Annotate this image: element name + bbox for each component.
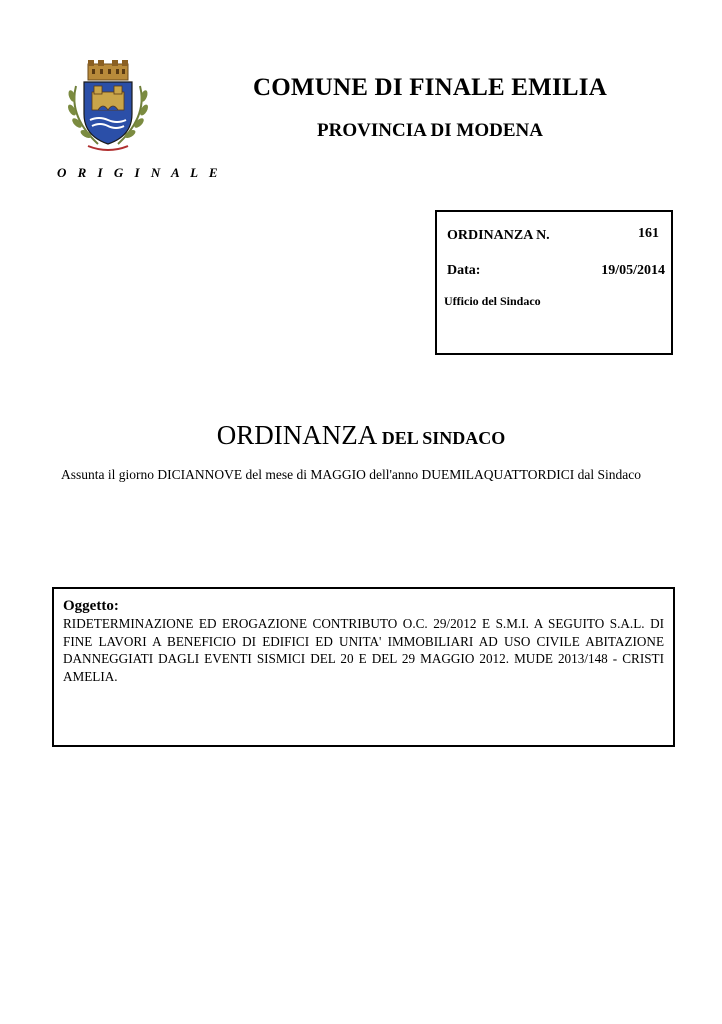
date-value: 19/05/2014	[601, 263, 665, 278]
original-stamp-label: O R I G I N A L E	[57, 165, 222, 180]
subject-label: Oggetto:	[63, 598, 119, 614]
municipality-title: COMUNE DI FINALE EMILIA	[253, 74, 607, 101]
office-label: Ufficio del Sindaco	[444, 294, 541, 308]
ordinance-number: 161	[638, 226, 659, 241]
subject-box	[52, 587, 675, 747]
subject-text: RIDETERMINAZIONE ED EROGAZIONE CONTRIBUTO O.C. 29/2012 E S.M.I. A SEGUITO S.A.L. DI FINE LAVORI A BENEFICIO DI EDIFICI ED UNITA' IMMOBILIARI AD USO CIVILE ABITAZIONE DANNEGGIATI DAGLI EVENTI SISMICI DEL 20 E DEL 29 MAGGIO 2012. MUDE 2013/148 - CRISTI AMELIA.	[63, 616, 664, 684]
ordinance-info-box	[435, 210, 673, 355]
document-title	[0, 420, 722, 451]
ordinance-number-label: ORDINANZA N.	[447, 228, 550, 243]
document-title-rest: DEL SINDACO	[377, 428, 506, 448]
document-title-main: ORDINANZA	[216, 420, 378, 450]
province-subtitle: PROVINCIA DI MODENA	[317, 120, 543, 141]
coat-of-arms-icon	[58, 56, 158, 156]
adoption-statement: Assunta il giorno DICIANNOVE del mese di MAGGIO dell'anno DUEMILAQUATTORDICI dal Sindaco	[61, 467, 641, 482]
date-label: Data:	[447, 263, 481, 278]
